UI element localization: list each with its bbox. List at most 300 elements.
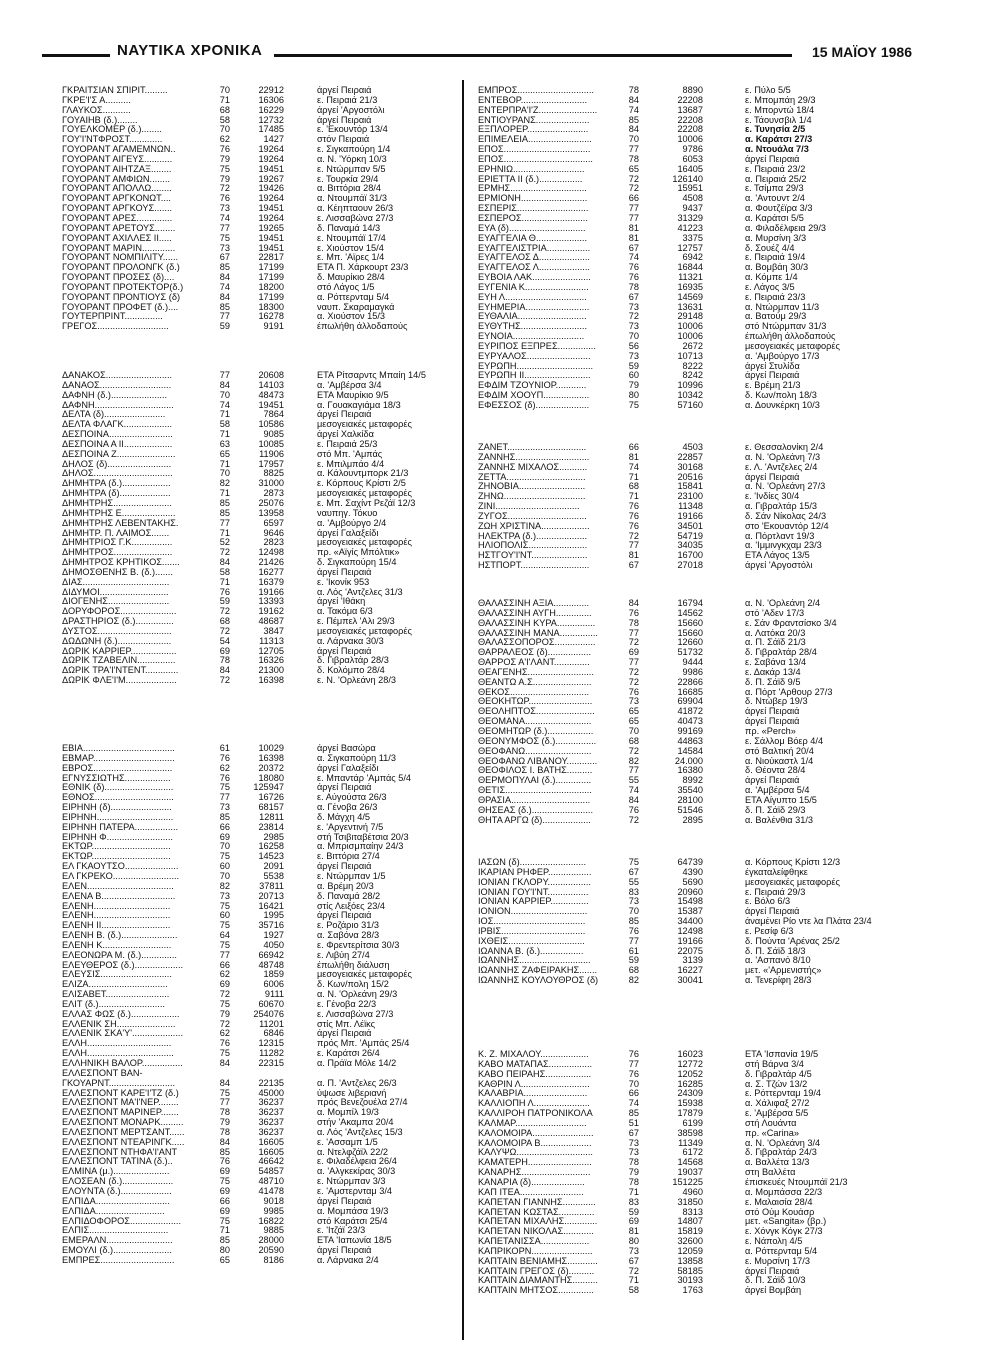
position-status: α. Λάρνακα 2/4 bbox=[317, 1254, 379, 1265]
build-year: 81 bbox=[628, 1226, 639, 1237]
build-year: 72 bbox=[628, 676, 639, 687]
position-status: δ. Γιβραλτάρ 28/3 bbox=[317, 655, 389, 666]
tonnage: 11348 bbox=[678, 501, 703, 512]
position-status: ε. Κόρπους Κρίστι 2/5 bbox=[317, 478, 406, 489]
ship-name: ΚΑΠΕΤΑΝΙΣΣΑ................... bbox=[478, 1237, 590, 1247]
position-status: ε. 'Αμβέρσα 5/5 bbox=[745, 1108, 809, 1119]
ship-name: ΕΛΛΕΝΙΚ ΣΚΑ'Υ'.................... bbox=[62, 1029, 184, 1039]
tonnage: 36237 bbox=[258, 1126, 284, 1137]
position-status: δ. Παναμά 14/3 bbox=[317, 222, 381, 233]
build-year: 84 bbox=[628, 794, 639, 805]
ship-name: ΕΛΛΗ................................. bbox=[62, 1039, 172, 1049]
ship-name: ΘΕΑΝΤΩ Α.Σ....................... bbox=[478, 677, 592, 687]
position-status: ε. Αύγούστα 26/3 bbox=[317, 792, 387, 803]
position-status: ΕΤΑ 'Ιαπωνία 18/5 bbox=[317, 1235, 392, 1246]
build-year: 75 bbox=[219, 232, 230, 243]
build-year: 65 bbox=[219, 1254, 230, 1265]
tonnage: 23814 bbox=[258, 821, 284, 832]
position-status: ε. 'Ιτζάϊ 23/3 bbox=[317, 1225, 366, 1236]
ship-name: ΘΕΟΦΑΝΩ ΛΙΒΑΝΟΥ............ bbox=[478, 756, 598, 766]
build-year: 74 bbox=[219, 399, 230, 410]
ship-name: ΓΟΥΟΡΑΝΤ ΠΡΟΦΕΤ (δ.).... bbox=[62, 302, 179, 312]
tonnage: 20713 bbox=[258, 890, 284, 901]
position-status: α. Βομβάη 30/3 bbox=[745, 262, 809, 273]
tonnage: 2873 bbox=[263, 488, 284, 499]
ship-name: ΕΜΟΥΛΙ (δ.)....................... bbox=[62, 1246, 172, 1256]
tonnage: 48473 bbox=[258, 389, 284, 400]
build-year: 83 bbox=[628, 1196, 639, 1207]
build-year: 73 bbox=[628, 896, 639, 907]
tonnage: 30041 bbox=[677, 975, 703, 986]
position-status: α. 'Αμβούργο 2/4 bbox=[317, 517, 387, 528]
tonnage: 16398 bbox=[258, 675, 284, 686]
build-year: 60 bbox=[219, 861, 230, 872]
position-status: δ. Σουέζ 4/4 bbox=[745, 242, 795, 253]
ship-name: ΔΗΛΟΣ (δ)......................... bbox=[62, 459, 172, 469]
position-status: α. Σαβόνα 28/3 bbox=[317, 930, 380, 941]
build-year: 72 bbox=[628, 666, 639, 677]
build-year: 77 bbox=[219, 949, 230, 960]
build-year: 75 bbox=[219, 900, 230, 911]
build-year: 74 bbox=[219, 212, 230, 223]
ship-name: ΕΠΟΣ................................... bbox=[478, 154, 593, 164]
tonnage: 8242 bbox=[682, 370, 703, 381]
build-year: 76 bbox=[628, 804, 639, 815]
position-status: ΕΤΑ Π. Χάρκουρτ 23/3 bbox=[317, 262, 409, 273]
tonnage: 16421 bbox=[258, 900, 284, 911]
position-status: δ. Πούντα 'Αρένας 25/2 bbox=[745, 935, 840, 946]
ship-name: ΘΡΑΣΙΑ............................... bbox=[478, 795, 591, 805]
build-year: 71 bbox=[219, 409, 230, 420]
position-status: έγκαταλείφθηκε bbox=[745, 866, 808, 877]
build-year: 62 bbox=[219, 1028, 230, 1039]
tonnage: 4050 bbox=[263, 939, 284, 950]
position-status: ε. Σάλλομ Βόερ 4/4 bbox=[745, 735, 824, 746]
build-year: 62 bbox=[219, 969, 230, 980]
ship-name: ΔΗΜΗΤΡΗΣ ΛΕΒΕΝΤΑΚΗΣ. bbox=[62, 518, 179, 528]
tonnage: 10342 bbox=[677, 390, 703, 401]
position-status: ε. Μπιλμπάο 4/4 bbox=[317, 458, 385, 469]
position-status: στό Λάγος 1/5 bbox=[317, 281, 375, 292]
build-year: 72 bbox=[628, 183, 639, 194]
build-year: 76 bbox=[628, 607, 639, 618]
position-status: δ. Ντώβερ 19/3 bbox=[745, 696, 808, 707]
position-status: άργεί Πειραιά bbox=[317, 782, 372, 793]
build-year: 73 bbox=[628, 1147, 639, 1158]
ship-name: ΓΟΥΟΡΑΝΤ ΑΜΦΙΩΝ........ bbox=[62, 174, 170, 184]
tonnage: 3375 bbox=[682, 232, 703, 243]
ship-name: ΔΙΔΥΜΟΙ........................... bbox=[62, 587, 169, 597]
build-year: 84 bbox=[219, 1077, 230, 1088]
position-status: άργεί Πειραιά bbox=[317, 1245, 372, 1256]
position-status: ε. Ρόττερνταμ 19/4 bbox=[745, 1088, 822, 1099]
ship-name: ΕΥΡΩΠΗ ΙΙ.......................... bbox=[478, 371, 591, 381]
build-year: 78 bbox=[219, 655, 230, 666]
ship-name: ΙΟΝΙΑΝ ΚΑΡΡΙΕΡ............... bbox=[478, 897, 589, 907]
build-year: 69 bbox=[628, 647, 639, 658]
build-year: 81 bbox=[628, 550, 639, 561]
position-status: α. Μομπίλ 19/3 bbox=[317, 1107, 379, 1118]
ship-name: ΓΟΥΟΡΑΝΤ ΠΡΟΛΟΝΓΚ (δ.) bbox=[62, 263, 180, 273]
build-year: 82 bbox=[628, 975, 639, 986]
build-year: 85 bbox=[628, 1108, 639, 1119]
ship-name: ΕΛΛΕΣΠΟΝΤ ΜΑ'Ι'ΝΕΡ........ bbox=[62, 1098, 179, 1108]
ship-name: ΙΟΝΙΑΝ ΓΟΥ'Ι'ΝΤ................ bbox=[478, 887, 589, 897]
tonnage: 16285 bbox=[677, 1078, 703, 1089]
build-year: 66 bbox=[219, 959, 230, 970]
tonnage: 14568 bbox=[677, 1157, 703, 1168]
position-status: α. Ν. 'Ορλεάνη 7/3 bbox=[745, 451, 821, 462]
build-year: 73 bbox=[219, 802, 230, 813]
ship-name: ΕΛΛΕΣΠΟΝΤ ΝΤΕΑΡΙΝΓΚ..... bbox=[62, 1137, 185, 1147]
build-year: 76 bbox=[628, 272, 639, 283]
build-year: 62 bbox=[219, 134, 230, 145]
build-year: 51 bbox=[628, 1117, 639, 1128]
position-status: ε. 'Αργεντινή 7/5 bbox=[317, 821, 384, 832]
ship-name: ΖΗΝΟΒΙΑ.......................... bbox=[478, 482, 586, 492]
tonnage: 19265 bbox=[258, 222, 284, 233]
ship-name: ΓΟΥΟΡΑΝΤ ΑΠΟΛΛΩ........ bbox=[62, 184, 172, 194]
tonnage: 16685 bbox=[677, 686, 703, 697]
ship-name: ΘΕΟΛΗΠΤΟΣ....................... bbox=[478, 707, 595, 717]
tonnage: 12498 bbox=[258, 547, 284, 558]
position-status: ε. Πειραιά 23/3 bbox=[745, 291, 806, 302]
tonnage: 16258 bbox=[258, 841, 284, 852]
build-year: 66 bbox=[628, 1088, 639, 1099]
ship-name: ΕΒΙΑ.................................... bbox=[62, 744, 175, 753]
ship-name: ΓΟΥΟΡΑΝΤ ΑΡΕΣ.............. bbox=[62, 213, 173, 223]
position-status: ε. 'Αμστερνταμ 3/4 bbox=[317, 1185, 393, 1196]
ship-name: ΕΘΝΟΣ............................... bbox=[62, 793, 174, 803]
position-status: άργεί Στυλίδα bbox=[745, 360, 800, 371]
build-year: 76 bbox=[628, 925, 639, 936]
position-status: άργεί Γαλαξείδι bbox=[317, 762, 379, 773]
ship-name: ΔΗΛΟΣ............................... bbox=[62, 469, 173, 479]
build-year: 77 bbox=[219, 792, 230, 803]
position-status: άργεί 'Αργοστόλι bbox=[317, 104, 385, 115]
tonnage: 13393 bbox=[258, 596, 284, 607]
ship-name: ΓΟΥΟΡΑΝΤ ΑΡΕΤΟΥΣ........ bbox=[62, 223, 176, 233]
build-year: 73 bbox=[628, 321, 639, 332]
ship-name: ΗΣΤΠΟΡΤ........................... bbox=[478, 561, 590, 571]
tonnage: 8992 bbox=[682, 775, 703, 786]
ship-name: ΔΕΣΠΟΙΝΑ Α ΙΙ................... bbox=[62, 439, 173, 449]
build-year: 84 bbox=[628, 124, 639, 135]
ship-name: ΙΚΑΡΙΑΝ ΡΗΦΕΡ................. bbox=[478, 867, 592, 877]
position-status: ύψωσε λιβεριανή bbox=[317, 1087, 387, 1098]
build-year: 55 bbox=[628, 876, 639, 887]
build-year: 69 bbox=[219, 1166, 230, 1177]
tonnage: 37811 bbox=[259, 880, 284, 891]
position-status: α. Βαλένθια 31/3 bbox=[745, 814, 814, 825]
position-status: άργεί Γαλαξείδι bbox=[317, 527, 379, 538]
build-year: 54 bbox=[219, 635, 230, 646]
position-status: α. Ν. 'Υόρκη 10/3 bbox=[317, 153, 387, 164]
build-year: 73 bbox=[628, 350, 639, 361]
ship-name: ΔΟΡΥΦΟΡΟΣ...................... bbox=[62, 607, 177, 617]
tonnage: 19451 bbox=[258, 163, 284, 174]
tonnage: 20960 bbox=[677, 886, 703, 897]
ship-name: ΖΑΝΝΗΣ............................. bbox=[478, 452, 590, 462]
build-year: 60 bbox=[628, 370, 639, 381]
position-status: στό Μπ. 'Αμπάς bbox=[317, 448, 383, 459]
build-year: 70 bbox=[628, 906, 639, 917]
tonnage: 35540 bbox=[677, 785, 703, 796]
ship-name: ΓΚΡΑΙΤΣΙΑΝ ΣΠΙΡΙΤ......... bbox=[62, 86, 168, 95]
tonnage: 12705 bbox=[258, 645, 284, 656]
position-status: α. Καράτσι 5/5 bbox=[745, 212, 804, 223]
tonnage: 45000 bbox=[258, 1087, 284, 1098]
ship-name: ΕΛ ΓΚΑΟΥΤΣΟ..................... bbox=[62, 862, 179, 872]
position-status: πρ. «Perch» bbox=[745, 725, 796, 736]
build-year: 79 bbox=[219, 153, 230, 164]
position-status: ΕΤΑ Μαυρίκιο 9/5 bbox=[317, 389, 389, 400]
ship-name: ΚΑΜΑΤΕΡΗ......................... bbox=[478, 1158, 592, 1168]
ship-name: ΖΑΝΕΤ............................... bbox=[478, 443, 587, 452]
ship-name: ΓΛΑΥΚΟΣ........... bbox=[62, 105, 131, 115]
build-year: 52 bbox=[219, 537, 230, 548]
tonnage: 1427 bbox=[263, 134, 284, 145]
tonnage: 22857 bbox=[677, 451, 703, 462]
tonnage: 21300 bbox=[258, 665, 284, 676]
ship-name: ΓΟΥΟΡΑΝΤ ΑΓΑΜΕΜΝΩΝ.. bbox=[62, 145, 176, 155]
ship-name: ΙΑΣΩΝ (δ).......................... bbox=[478, 858, 587, 867]
tonnage: 16605 bbox=[258, 1136, 284, 1147]
position-status: α. Ντουμπάϊ 31/3 bbox=[317, 193, 387, 204]
position-status: στό Βαλτική 20/4 bbox=[745, 745, 814, 756]
tonnage: 9085 bbox=[263, 429, 284, 440]
ship-name: ΕΡΜΙΟΝΗ.......................... bbox=[478, 194, 588, 204]
tonnage: 9786 bbox=[682, 144, 703, 155]
position-status: α. Ν. 'Ορλεάνη 29/3 bbox=[317, 989, 398, 1000]
build-year: 63 bbox=[219, 438, 230, 449]
ship-name: ΓΟΥ'Ι'ΝΤΦΡΟΣΤ............. bbox=[62, 135, 163, 145]
tonnage: 3847 bbox=[263, 625, 284, 636]
ship-name: ΚΑΠΤΑΙΝ ΔΙΑΜΑΝΤΗΣ.......... bbox=[478, 1276, 598, 1286]
ship-name: ΕΒΡΟΣ............................... bbox=[62, 763, 173, 773]
ship-name: ΔΑΝΑΟΣ............................ bbox=[62, 380, 172, 390]
position-status: ε. Ρεσίφ 6/3 bbox=[745, 925, 794, 936]
ship-name: ΓΚΡΕ'Ι'Σ Α.......... bbox=[62, 95, 131, 105]
ship-name: ΔΗΜΗΤΡΟΣ....................... bbox=[62, 548, 173, 558]
build-year: 58 bbox=[219, 566, 230, 577]
tonnage: 57160 bbox=[677, 400, 703, 410]
tonnage: 8825 bbox=[263, 468, 284, 479]
ship-name: ΕΣΠΕΡΟΣ.......................... bbox=[478, 213, 588, 223]
tonnage: 19264 bbox=[258, 193, 284, 204]
position-status: α. Λάρνακα 30/3 bbox=[317, 635, 384, 646]
build-year: 72 bbox=[219, 183, 230, 194]
ship-name: ΓΚΟΥΑΡΝΤ.......................... bbox=[62, 1078, 176, 1088]
tonnage: 11201 bbox=[259, 1018, 284, 1029]
tonnage: 19264 bbox=[258, 153, 284, 164]
position-status: ε. Πέμπελ 'Αλι 29/3 bbox=[317, 616, 395, 627]
position-status: α. Πόρτ 'Αρθουρ 27/3 bbox=[745, 686, 833, 697]
tonnage: 10006 bbox=[677, 321, 703, 332]
build-year: 66 bbox=[628, 442, 639, 452]
ship-name: ΕΦΕΣΣΟΣ (δ)..................... bbox=[478, 401, 590, 410]
tonnage: 11906 bbox=[259, 448, 284, 459]
build-year: 83 bbox=[628, 886, 639, 897]
ship-name: ΙΟΝΙΑΝ ΓΚΛΟΡΥ................. bbox=[478, 877, 591, 887]
ship-name: ΕΞΠΛΟΡΕΡ........................ bbox=[478, 125, 589, 135]
tonnage: 29148 bbox=[677, 311, 703, 322]
build-year: 72 bbox=[628, 311, 639, 322]
tonnage: 28100 bbox=[677, 794, 703, 805]
tonnage: 4503 bbox=[682, 442, 703, 452]
ship-name: ΔΑΝΑΚΟΣ.......................... bbox=[62, 371, 173, 380]
tonnage: 17199 bbox=[258, 262, 284, 273]
ship-name: ΓΟΥΕΛΚΟΜΕΡ (δ.)........ bbox=[62, 125, 162, 135]
tonnage: 54857 bbox=[258, 1166, 284, 1177]
build-year: 78 bbox=[628, 153, 639, 164]
ship-name: ΕΝΤΕΒΟΡ.......................... bbox=[478, 95, 588, 105]
position-status: δ. Γιβραλτάρ 28/4 bbox=[745, 647, 817, 658]
position-status: ε. Πειραιά 23/2 bbox=[745, 163, 806, 174]
ship-name: ΕΛΠΙΔΑ............................. bbox=[62, 1196, 170, 1206]
tonnage: 41223 bbox=[677, 222, 703, 233]
tonnage: 16227 bbox=[677, 965, 703, 976]
build-year: 76 bbox=[628, 1068, 639, 1079]
tonnage: 16306 bbox=[258, 94, 284, 105]
build-year: 79 bbox=[219, 1008, 230, 1019]
tonnage: 20372 bbox=[258, 762, 284, 773]
ship-name: ΕΛΙΣΑΒΕΤ......................... bbox=[62, 990, 170, 1000]
build-year: 77 bbox=[219, 517, 230, 528]
position-status: α. Ρόττερνταμ 5/4 bbox=[745, 1245, 818, 1256]
build-year: 65 bbox=[219, 448, 230, 459]
position-status: στό 'Αδεν 17/3 bbox=[745, 607, 805, 618]
position-status: ε. Χιούστον 15/4 bbox=[317, 242, 384, 253]
tonnage: 28000 bbox=[258, 1235, 284, 1246]
tonnage: 16822 bbox=[258, 1215, 284, 1226]
position-status: ε. Ντώρμπαν 5/5 bbox=[317, 163, 386, 174]
build-year: 85 bbox=[628, 114, 639, 125]
build-year: 71 bbox=[219, 576, 230, 587]
tonnage: 14562 bbox=[677, 607, 703, 618]
position-status: ναυπ. Σκαραμαγκά bbox=[317, 301, 395, 312]
ship-name: ΕΥΘΑΛΙΑ........................... bbox=[478, 312, 587, 322]
position-status: ε. Σιγκαπούρη 1/4 bbox=[317, 144, 391, 155]
ship-name: ΕΜΠΡΕΣ............................. bbox=[62, 1255, 175, 1265]
tonnage: 9191 bbox=[263, 321, 284, 332]
ship-name: ΘΕΟΝΥΜΦΟΣ (δ.)................ bbox=[478, 736, 597, 746]
position-status: στόν Πειραιά bbox=[317, 134, 370, 145]
build-year: 79 bbox=[219, 173, 230, 184]
position-status: στίς Λειξόες 23/4 bbox=[317, 900, 386, 911]
position-status: ε. Βόλο 6/3 bbox=[745, 896, 791, 907]
ship-name: ΗΛΙΟΠΟΛΙΣ....................... bbox=[478, 541, 588, 551]
position-status: στό Ντώρμπαν 31/3 bbox=[745, 321, 827, 332]
build-year: 81 bbox=[628, 232, 639, 243]
build-year: 76 bbox=[628, 501, 639, 512]
tonnage: 6199 bbox=[682, 1117, 703, 1128]
ship-name: ΕΛΠΙΔΑ........................... bbox=[62, 1206, 165, 1216]
ship-name: ΘΗΣΕΑΣ (δ.)........................ bbox=[478, 805, 593, 815]
build-year: 67 bbox=[628, 242, 639, 253]
tonnage: 17199 bbox=[258, 291, 284, 302]
build-year: 72 bbox=[628, 814, 639, 825]
position-status: άργεί 'Αργοστόλι bbox=[745, 560, 813, 571]
position-status: μεσογειακές μεταφορές bbox=[317, 488, 412, 499]
tonnage: 14569 bbox=[677, 291, 703, 302]
position-status: δ. Σιγκαπούρη 15/4 bbox=[317, 557, 397, 568]
position-status: δ. Π. Σάϊδ 18/3 bbox=[745, 945, 806, 956]
tonnage: 9986 bbox=[682, 666, 703, 677]
position-status: δ. Γιβραλτάρ 24/3 bbox=[745, 1147, 817, 1158]
position-status: α. Βιττόρια 28/4 bbox=[317, 183, 381, 194]
tonnage: 22866 bbox=[677, 676, 703, 687]
tonnage: 48687 bbox=[258, 616, 284, 627]
ship-name: ΕΙΡΗΝΗ ΠΑΤΕΡΑ................. bbox=[62, 822, 179, 832]
ship-name: ΙΧΘΕΙΣ.............................. bbox=[478, 936, 585, 946]
ship-name: ΕΛΛΗ.................................. bbox=[62, 1049, 174, 1059]
position-status: δ. Σάν Νίκολας 24/3 bbox=[745, 510, 827, 521]
tonnage: 8890 bbox=[682, 85, 703, 95]
position-status: ε. Φιλαδέλφεια 26/4 bbox=[317, 1156, 397, 1167]
build-year: 75 bbox=[219, 939, 230, 950]
build-year: 69 bbox=[628, 1216, 639, 1227]
position-status: ναυπηγ. Τόκυο bbox=[317, 507, 378, 518]
position-status: ε. Δακάρ 13/4 bbox=[745, 666, 801, 677]
position-status: α. Δουνκέρκη 10/3 bbox=[745, 400, 820, 410]
position-status: ε. Μπορντώ 18/4 bbox=[745, 104, 815, 115]
ship-name: ΕΥΑ (δ).............................. bbox=[478, 223, 586, 233]
tonnage: 15938 bbox=[677, 1098, 703, 1109]
build-year: 66 bbox=[219, 1195, 230, 1206]
tonnage: 126140 bbox=[672, 173, 703, 184]
ship-name: ΚΑΛΟΜΟΙΡΑ Β.................... bbox=[478, 1138, 592, 1148]
tonnage: 14807 bbox=[677, 1216, 703, 1227]
position-status: ε. Μπομπάη 29/3 bbox=[745, 94, 816, 105]
tonnage: 5538 bbox=[263, 870, 284, 881]
build-year: 72 bbox=[628, 173, 639, 184]
tonnage: 15498 bbox=[677, 896, 703, 907]
position-status: ε. Βρέμη 21/3 bbox=[745, 380, 801, 391]
ship-name: ΚΑΠΤΑΙΝ ΓΡΕΓΟΣ (δ).......... bbox=[478, 1266, 595, 1276]
position-status: ΕΤΑ Λάγος 13/5 bbox=[745, 550, 810, 561]
position-status: ε. 'Εκουντόρ 13/4 bbox=[317, 124, 388, 135]
ship-name: ΔΗΜΗΤΡΙΟΣ Γ.Κ................ bbox=[62, 538, 173, 548]
tonnage: 48710 bbox=[258, 1176, 284, 1187]
build-year: 69 bbox=[219, 1205, 230, 1216]
tonnage: 10085 bbox=[258, 438, 284, 449]
tonnage: 8313 bbox=[682, 1206, 703, 1217]
position-status: ε. Πύλο 5/5 bbox=[745, 85, 791, 95]
tonnage: 60670 bbox=[258, 998, 284, 1009]
ship-name: ΕΛΠΙΣ............................... bbox=[62, 1226, 169, 1236]
position-status: α. Φουτζέϊρα 3/3 bbox=[745, 203, 813, 214]
ship-name: ΔΗΜΗΤΡΑ (δ.)................... bbox=[62, 479, 171, 489]
tonnage: 9646 bbox=[263, 527, 284, 538]
tonnage: 27018 bbox=[677, 560, 703, 571]
tonnage: 30168 bbox=[677, 461, 703, 472]
ship-name: ΕΣΠΕΡΙΣ............................ bbox=[478, 204, 589, 214]
ship-name: ΘΕΟΦΙΛΟΣ Ι. ΒΑΤΗΣ.......... bbox=[478, 766, 593, 776]
tonnage: 19426 bbox=[258, 183, 284, 194]
ship-name: ΚΑΠΕΤΑΝ ΓΙΑΝΝΗΣ............. bbox=[478, 1197, 596, 1207]
position-status: ε. Ντώρμπαν 1/5 bbox=[317, 870, 386, 881]
position-status: δ. Κων/πολη 15/2 bbox=[317, 979, 389, 990]
tonnage: 14523 bbox=[258, 851, 284, 862]
ship-name: ΚΑΠΡΙΚΟΡΝ........................ bbox=[478, 1246, 593, 1256]
position-status: άργεί Πειραιά bbox=[317, 409, 372, 420]
build-year: 72 bbox=[628, 530, 639, 541]
position-status: α. Γιβραλτάρ 15/3 bbox=[745, 501, 818, 512]
ship-name: ΓΟΥΟΡΑΝΤ ΑΙΗΤΖΑΞ........ bbox=[62, 164, 172, 174]
tonnage: 6942 bbox=[682, 252, 703, 263]
ship-name: ΕΥΓΕΝΙΑ Κ......................... bbox=[478, 282, 589, 292]
